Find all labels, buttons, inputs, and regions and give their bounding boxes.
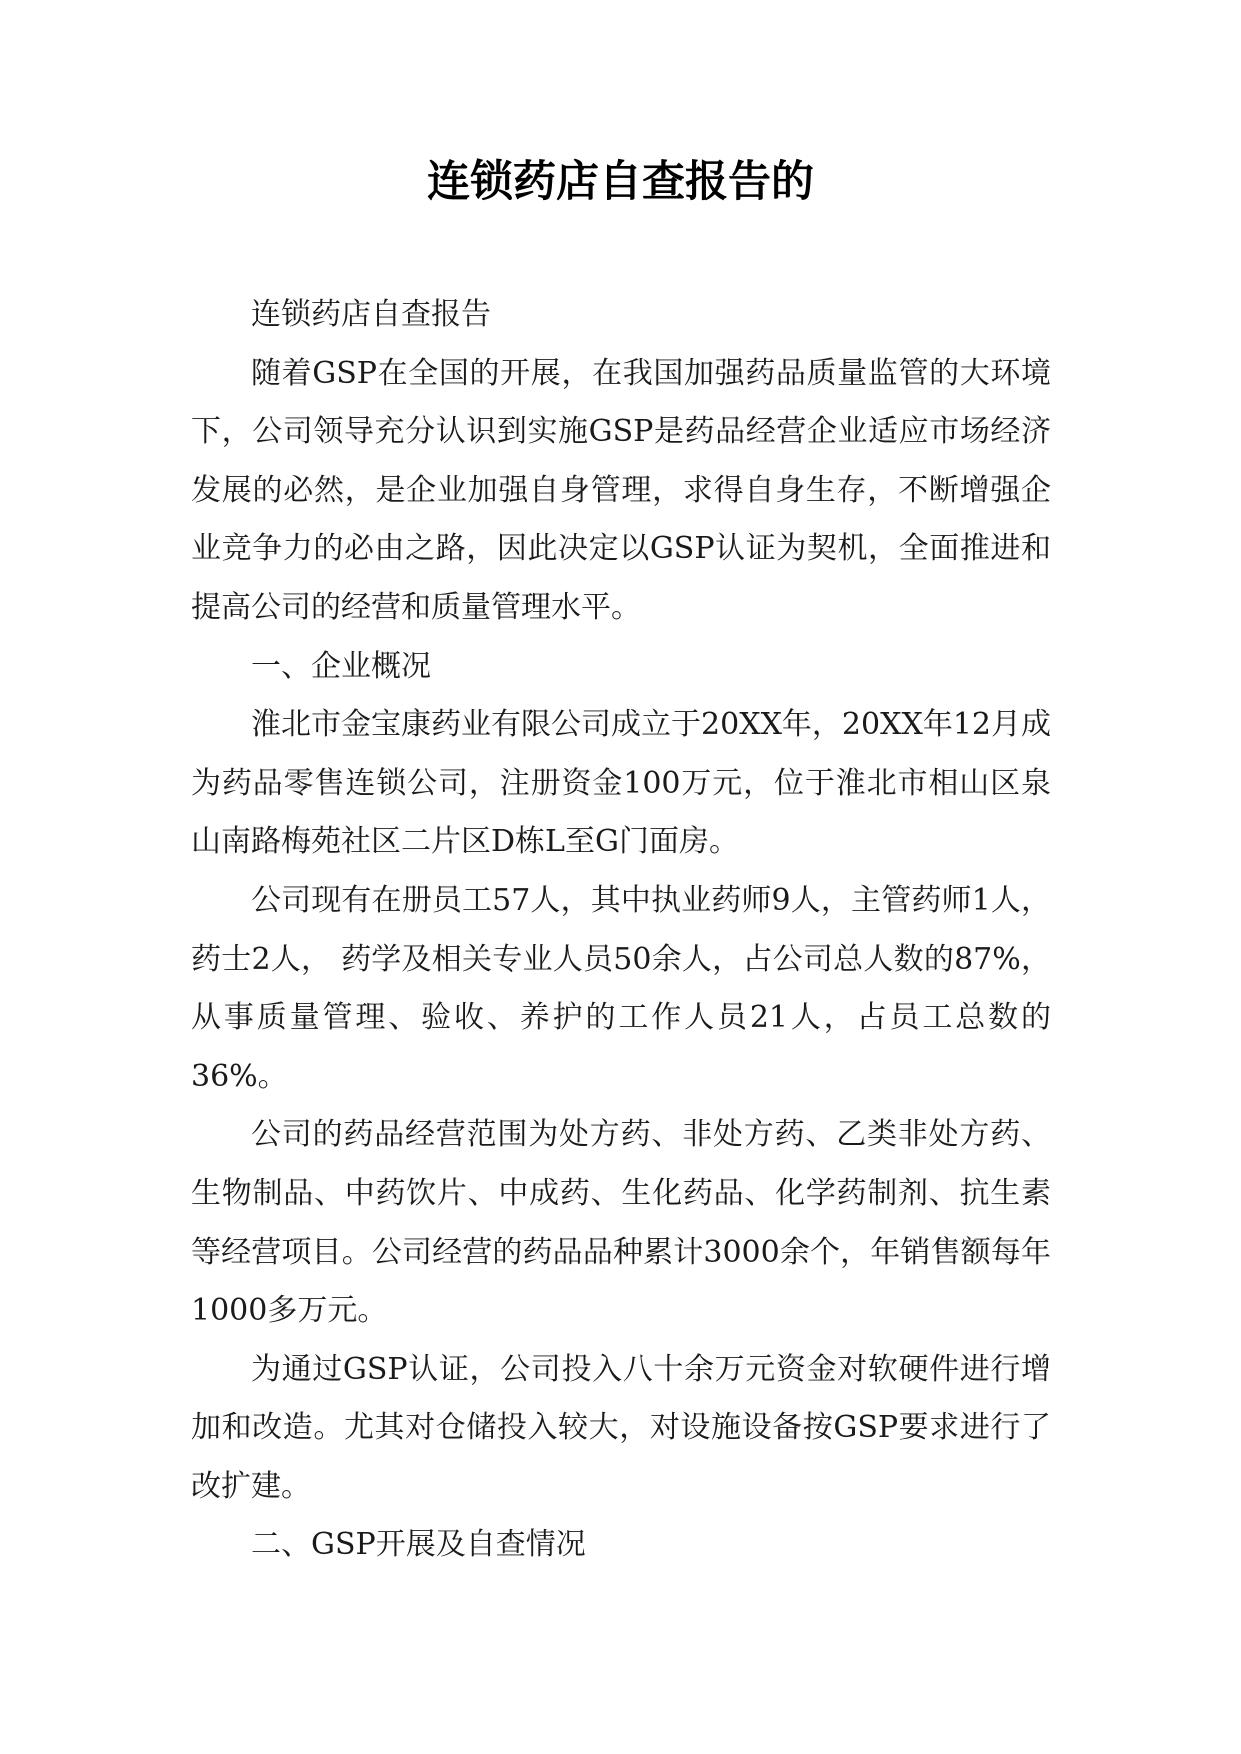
paragraph-investment: 为通过GSP认证，公司投入八十余万元资金对软硬件进行增加和改造。尤其对仓储投入较大，对设施设备按GSP要求进行了改扩建。 [191, 1351, 1051, 1504]
section-heading-company-overview: 一、企业概况 [251, 648, 431, 684]
paragraph-staff: 公司现有在册员工57人，其中执业药师9人，主管药师1人，药士2人， 药学及相关专业人员50余人，占公司总人数的87%，从事质量管理、验收、养护的工作人员21人，占员工总数的36%。 [191, 882, 1051, 1094]
paragraph-business-scope: 公司的药品经营范围为处方药、非处方药、乙类非处方药、生物制品、中药饮片、中成药、生化药品、化学药制剂、抗生素等经营项目。公司经营的药品品种累计3000余个，年销售额每年1000多万元。 [191, 1117, 1051, 1329]
document-body [191, 286, 1051, 1575]
paragraph-company-founding: 淮北市金宝康药业有限公司成立于20XX年，20XX年12月成为药品零售连锁公司，注册资金100万元，位于淮北市相山区泉山南路梅苑社区二片区D栋L至G门面房。 [191, 707, 1051, 860]
paragraph-introduction: 随着GSP在全国的开展，在我国加强药品质量监管的大环境下，公司领导充分认识到实施GSP是药品经营企业适应市场经济发展的必然，是企业加强自身管理，求得自身生存，不断增强企业竞争力的必由之路，因此决定以GSP认证为契机，全面推进和提高公司的经营和质量管理水平。 [191, 355, 1051, 625]
document-title: 连锁药店自查报告的 [427, 157, 814, 207]
section-heading-gsp-self-check: 二、GSP开展及自查情况 [251, 1527, 586, 1563]
paragraph-report-heading: 连锁药店自查报告 [251, 297, 491, 332]
